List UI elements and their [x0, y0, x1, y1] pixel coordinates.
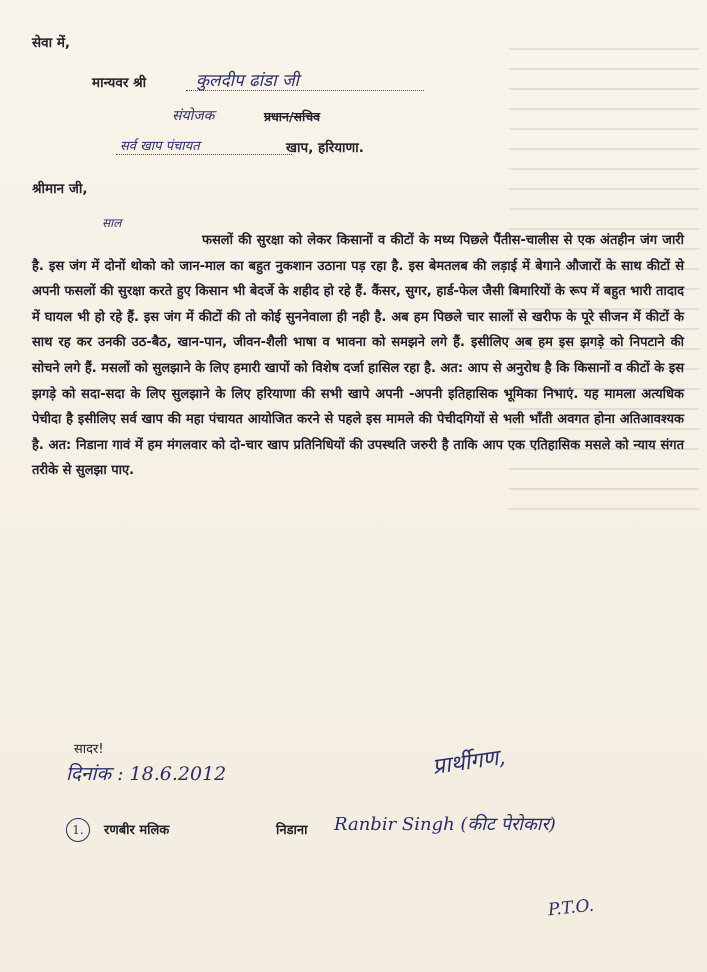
body-paragraph: फसलों की सुरक्षा को लेकर किसानों व कीटों के मध्य पिछले पैंतीस-चालीस से एक अंतहीन जंग जारी है. इस जंग में दोनों थोको को जान-माल का बहुत नुकशान उठाना पड़ रहा है. इस बेमतलब की लड़ाई में बेगाने औजारों के साथ कीटों से अपनी फसलों की सुरक्षा करते हुए किसान भी बेदर्जे के शहीद हो रहे हैं. कैंसर, सुगर, हार्ड-फेल जैसी बिमारियों के रूप में बहुत भारी तादाद में घायल भी हो रहे हैं. इस जंग में कीटों की तो कोई सुननेवाला ही नही है. अब हम पिछले चार सालों से खरीफ के पूरे सीजन में कीटों के साथ रह कर उनकी उठ-बैठ, खान-पान, जीवन-शैली भाषा व भावना को समझने लगे हैं. इसीलिए अब हम इस झगड़े को निपटाने की सोचने लगे हैं. मसलों को सुलझाने के लिए हमारी खापों को विशेष दर्जा हासिल रहा है. अत: आप से अनुरोध है कि किसानों व कीटों के इस झगड़े को सदा-सदा के लिए सुलझाने के लिए हरियाणा की सभी खापे अपनी -अपनी इतिहासिक भूमिका निभाएं. यह मामला अत्यधिक पेचीदा है इसीलिए सर्व खाप की महा पंचायत आयोजित करने से पहले इस मामले की पेचीदगियों से भली भाँती अवगत होना अतिआवश्यक है. अत: निडाना गावं में हम मंगलवार को दो-चार खाप प्रतिनिधियों की उपस्थति जरुरी है ताकि आप एक एतिहासिक मसले को न्याय संगत तरीके से सुलझा पाए.	[32, 233, 684, 479]
org-dotted-line	[116, 154, 292, 155]
greeting: श्रीमान जी,	[32, 181, 88, 197]
pto-note: P.T.O.	[547, 895, 595, 921]
signatory-name: रणबीर मलिक	[104, 823, 170, 838]
serial-number-circle: 1.	[66, 818, 90, 842]
addressee-designation-printed: प्रधान/सचिव	[264, 109, 321, 124]
addressee-state: खाप, हरियाणा.	[286, 140, 364, 156]
salutation-to: सेवा में,	[32, 35, 71, 51]
addressee-designation-handwritten: संयोजक	[172, 108, 215, 124]
addressee-name: कुलदीप ढांडा जी	[196, 71, 299, 91]
addressee-honorific: मान्यवर श्री	[92, 75, 147, 91]
date-handwritten: दिनांक : 18.6.2012	[66, 763, 227, 785]
village-name: निडाना	[276, 823, 308, 838]
applicant-handwritten: प्रार्थीगण,	[430, 745, 507, 780]
closing-regards: सादर!	[74, 742, 104, 757]
letter-body	[32, 228, 684, 484]
addressee-org: सर्व खाप पंचायत	[120, 139, 200, 154]
body-insertion: साल	[102, 216, 122, 230]
signature: Ranbir Singh (कीट पेरोकार)	[334, 814, 556, 835]
